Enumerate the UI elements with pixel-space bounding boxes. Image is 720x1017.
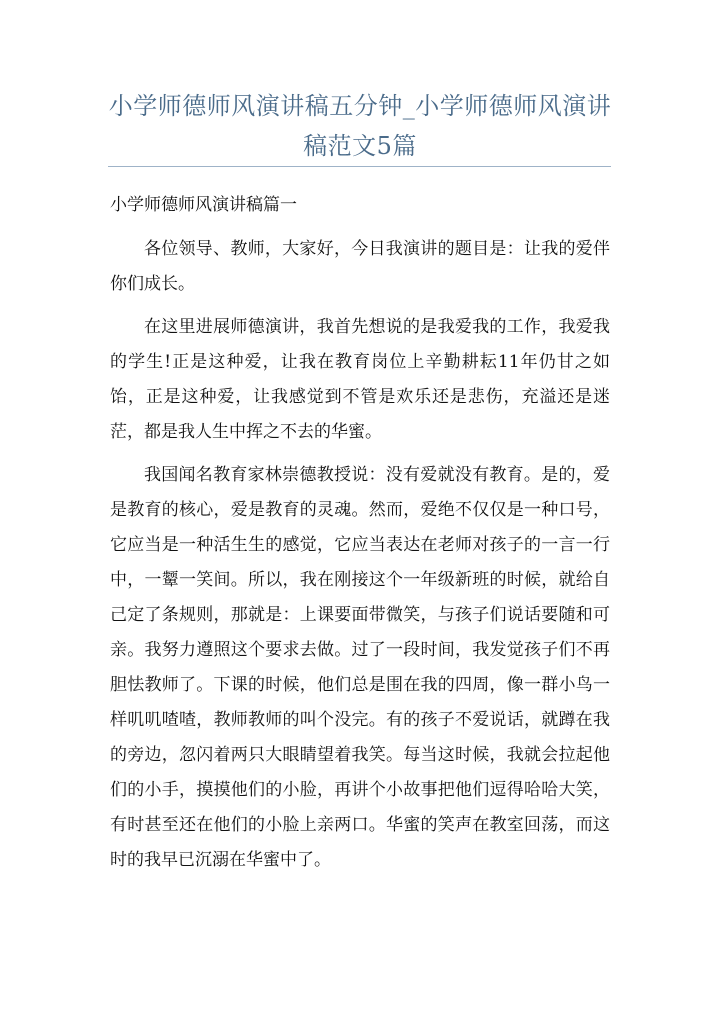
section-heading: 小学师德师风演讲稿篇一 — [110, 195, 297, 215]
title-block — [100, 86, 620, 166]
paragraph: 各位领导、教师，大家好，今日我演讲的题目是：让我的爱伴你们成长。 — [110, 239, 610, 294]
title-divider — [108, 166, 611, 167]
paragraph: 在这里进展师德演讲，我首先想说的是我爱我的工作，我爱我的学生!正是这种爱，让我在教育岗位上辛勤耕耘11年仍甘之如饴，正是这种爱，让我感觉到不管是欢乐还是悲伤，充溢还是迷茫，都是我人生中挥之不去的华蜜。 — [110, 317, 610, 442]
document-title: 小学师德师风演讲稿五分钟_小学师德师风演讲稿范文5篇 — [108, 92, 612, 160]
paragraph: 我国闻名教育家林崇德教授说：没有爱就没有教育。是的，爱是教育的核心，爱是教育的灵魂。然而，爱绝不仅仅是一种口号，它应当是一种活生生的感觉，它应当表达在老师对孩子的一言一行中，一颦一笑间。所以，我在刚接这个一年级新班的时候，就给自己定了条规则，那就是：上课要面带微笑，与孩子们说话要随和可亲。我努力遵照这个要求去做。过了一段时间，我发觉孩子们不再胆怯教师了。下课的时候，他们总是围在我的四周，像一群小鸟一样叽叽喳喳，教师教师的叫个没完。有的孩子不爱说话，就蹲在我的旁边，忽闪着两只大眼睛望着我笑。每当这时候，我就会拉起他们的小手，摸摸他们的小脸，再讲个小故事把他们逗得哈哈大笑，有时甚至还在他们的小脸上亲两口。华蜜的笑声在教室回荡，而这时的我早已沉溺在华蜜中了。 — [110, 465, 610, 870]
body-text — [110, 232, 610, 886]
